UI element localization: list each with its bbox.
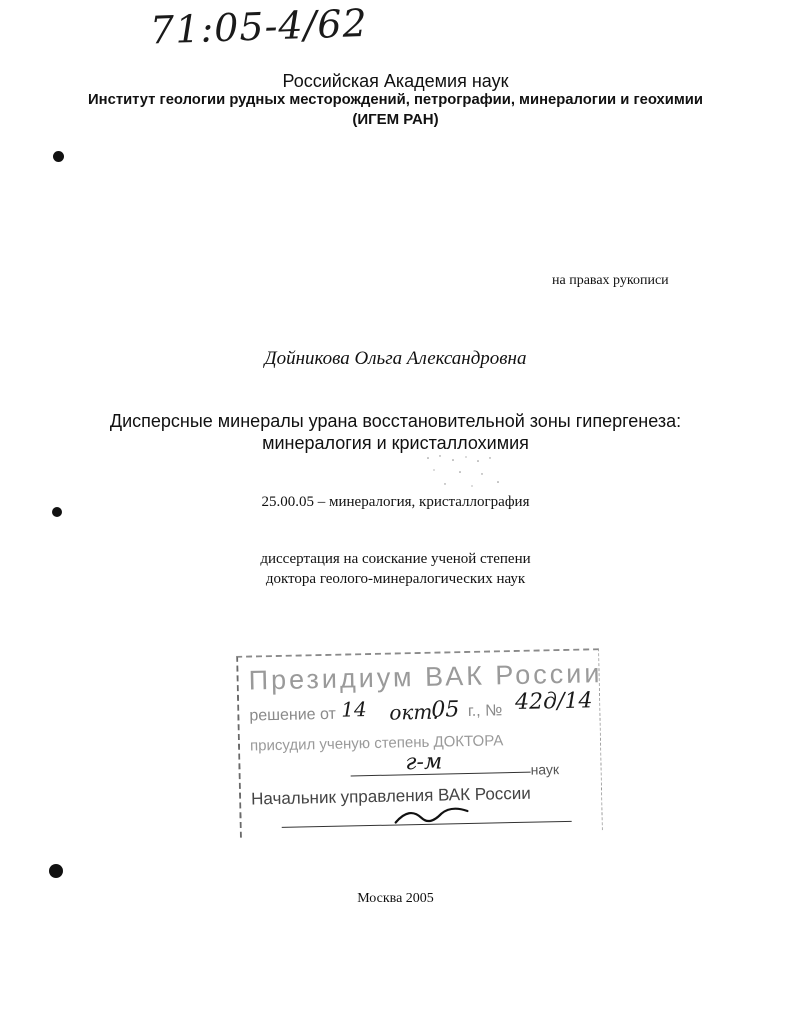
stamp-degree-line: присудил ученую степень ДОКТОРА <box>249 732 504 755</box>
stamp-presidium-line: Президиум ВАК России <box>248 658 603 696</box>
vak-approval-stamp <box>236 648 603 838</box>
handwritten-month: окт. <box>389 699 439 725</box>
handwritten-number: 42д/14 <box>514 688 593 715</box>
dissertation-title-line-1: Дисперсные минералы урана восстановительной зоны гипергенеза: <box>109 411 682 431</box>
archive-code-handwritten: 71:05-4/62 <box>149 0 369 53</box>
handwritten-decision: г-м <box>405 749 443 776</box>
stamp-science-line: наук <box>530 761 560 778</box>
stamp-decision-line <box>249 699 503 725</box>
punch-hole-top <box>53 151 64 162</box>
stamp-decision-mid: г., № <box>467 702 503 720</box>
signature-icon <box>391 801 472 835</box>
manuscript-note: на правах рукописи <box>552 273 669 288</box>
scan-noise <box>420 452 510 497</box>
handwritten-year: 05 <box>431 697 460 723</box>
dissertation-title-line-2: минералогия и кристаллохимия <box>262 433 529 453</box>
handwritten-day: 14 <box>341 697 367 722</box>
specialty-code: 25.00.05 – минералогия, кристаллография <box>261 494 530 510</box>
organization-name: Российская Академия наук <box>282 71 509 91</box>
punch-hole-bottom <box>49 864 63 878</box>
city-and-year: Москва 2005 <box>357 891 434 906</box>
author-name: Дойникова Ольга Александровна <box>264 348 527 369</box>
stamp-head-line: Начальник управления ВАК России <box>250 783 531 809</box>
institute-abbreviation: (ИГЕМ РАН) <box>352 111 439 128</box>
stamp-decision-prefix: решение от <box>249 705 337 725</box>
degree-line-1: диссертация на соискание ученой степени <box>260 551 531 567</box>
punch-hole-middle <box>52 507 62 517</box>
institute-name: Институт геологии рудных месторождений, петрографии, минералогии и геохимии <box>88 92 703 108</box>
degree-line-2: доктора геолого-минералогических наук <box>265 571 526 587</box>
